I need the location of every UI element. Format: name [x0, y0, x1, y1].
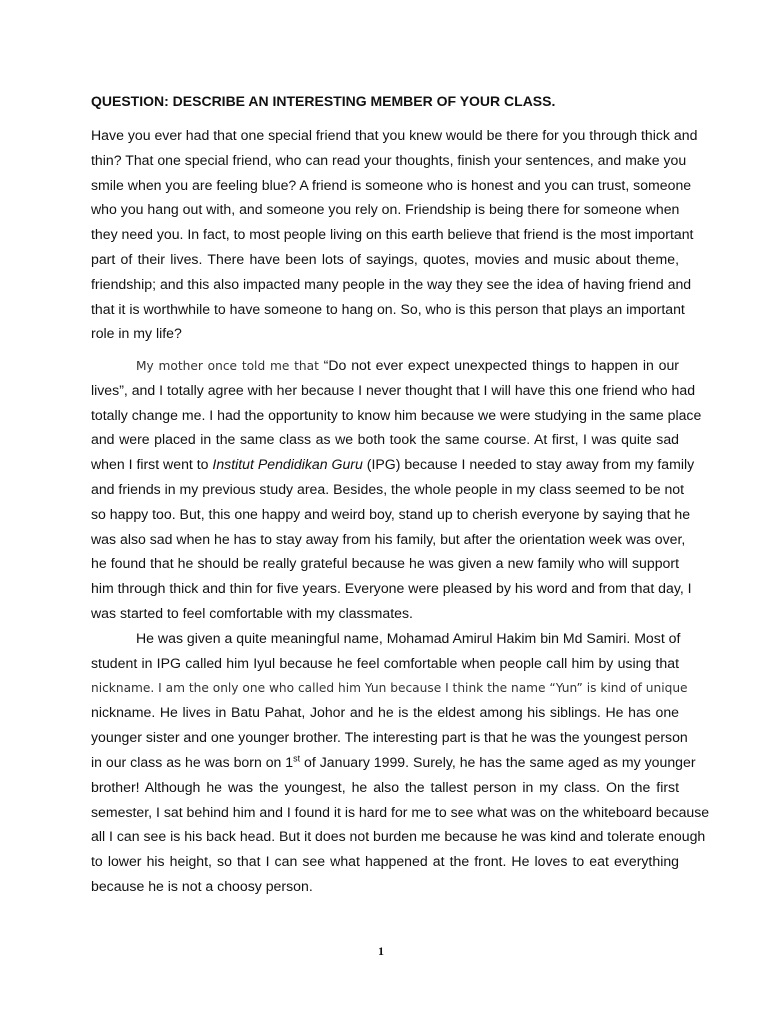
paragraph-intro: [91, 123, 698, 346]
text-line: was also sad when he has to stay away from his family, but after the orientation week was over,: [91, 530, 686, 547]
text-line: Have you ever had that one special friend that you knew would be there for you through thick and: [91, 127, 698, 143]
text-line: that it is worthwhile to have someone to hang on. So, who is this person that plays an important: [91, 300, 685, 317]
quote-text: “Do not ever expect unexpected things to happen in our: [323, 357, 680, 373]
text-line: nickname. I am the only one who called him Yun because I think the name “Yun” is kind of unique: [91, 680, 688, 695]
text-line: part of their lives. There have been lots of sayings, quotes, movies and music about theme,: [91, 250, 679, 267]
text-line: and were placed in the same class as we both took the same course. At first, I was quite sad: [91, 431, 679, 448]
question-heading: QUESTION: DESCRIBE AN INTERESTING MEMBER OF YOUR CLASS.: [91, 93, 556, 109]
text-segment: when I first went to: [91, 456, 213, 473]
text-line: to lower his height, so that I can see what happened at the front. He loves to eat everything: [91, 853, 679, 870]
paragraph-description: [91, 626, 710, 899]
quote-intro-text: My mother once told me that: [136, 359, 324, 373]
text-line: friendship; and this also impacted many people in the way they see the idea of having friend and: [91, 275, 692, 292]
text-segment: of January 1999. Surely, he has the same aged as my younger: [300, 753, 696, 770]
institution-name-italic: Institut Pendidikan Guru: [212, 456, 363, 473]
paragraph-meeting: [91, 353, 702, 626]
page-number: 1: [378, 944, 384, 958]
text-segment: in our class as he was born on 1: [91, 753, 294, 770]
text-line: all I can see is his back head. But it does not burden me because he was kind and tolerate enough: [91, 828, 706, 845]
text-line: who you hang out with, and someone you rely on. Friendship is being there for someone when: [91, 201, 680, 218]
text-line: was started to feel comfortable with my classmates.: [91, 604, 413, 621]
ordinal-superscript: st: [293, 753, 301, 764]
text-line: [91, 353, 679, 378]
text-line: totally change me. I had the opportunity to know him because we were studying in the same place: [91, 406, 702, 423]
text-line: he found that he should be really grateful because he was given a new family who will support: [91, 555, 679, 572]
text-line: so happy too. But, this one happy and weird boy, stand up to cherish everyone by saying that he: [91, 505, 691, 522]
text-line: [91, 452, 695, 477]
text-line: younger sister and one younger brother. The interesting part is that he was the youngest person: [91, 729, 688, 746]
text-line: [91, 750, 696, 775]
text-line: smile when you are feeling blue? A friend is someone who is honest and you can trust, someone: [91, 176, 692, 193]
text-line: semester, I sat behind him and I found it is hard for me to see what was on the whiteboard because: [91, 803, 710, 820]
text-line: nickname. He lives in Batu Pahat, Johor and he is the eldest among his siblings. He has one: [91, 704, 679, 721]
text-segment: (IPG) because I needed to stay away from my family: [362, 456, 695, 473]
text-line: lives”, and I totally agree with her because I never thought that I will have this one friend who had: [91, 381, 696, 398]
text-line: role in my life?: [91, 325, 182, 342]
text-line: him through thick and thin for five years. Everyone were pleased by his word and from that day, I: [91, 580, 692, 597]
text-line: because he is not a choosy person.: [91, 877, 313, 894]
text-line: they need you. In fact, to most people living on this earth believe that friend is the most important: [91, 226, 694, 243]
text-line: He was given a quite meaningful name, Mohamad Amirul Hakim bin Md Samiri. Most of: [136, 630, 681, 646]
text-line: brother! Although he was the youngest, he also the tallest person in my class. On the first: [91, 778, 679, 795]
text-line: and friends in my previous study area. Besides, the whole people in my class seemed to be not: [91, 480, 685, 497]
text-line: thin? That one special friend, who can read your thoughts, finish your sentences, and make you: [91, 151, 687, 168]
text-line: student in IPG called him Iyul because he feel comfortable when people call him by using that: [91, 654, 679, 671]
